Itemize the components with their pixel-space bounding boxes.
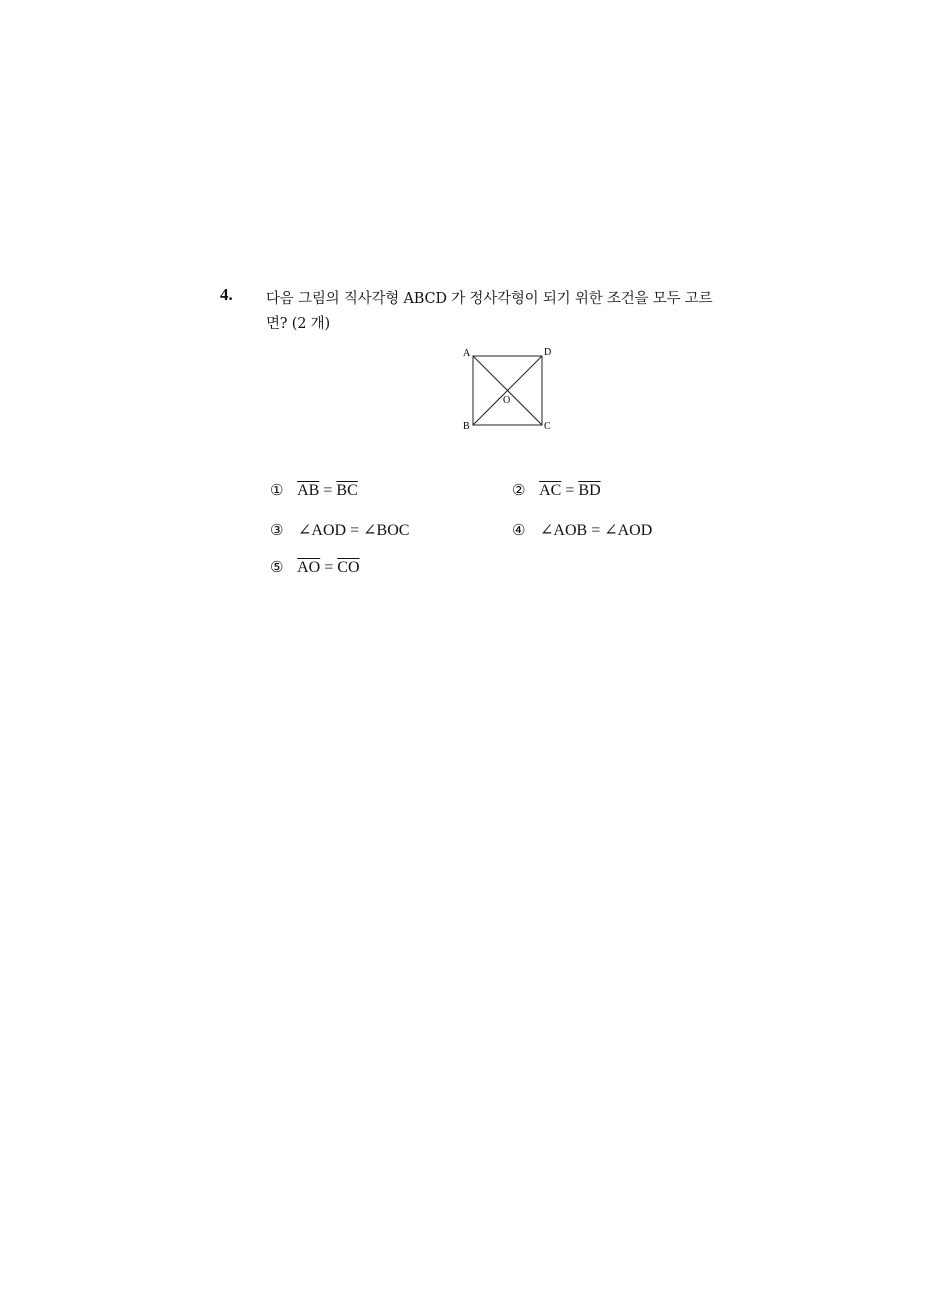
choice-right-operand: $\overline{BC}$ [336,482,358,499]
vertex-label-b: B [463,421,470,432]
choice-left-operand: $\overline{AO}$ [297,559,321,576]
equals-sign: = [565,482,575,499]
choice-right-operand: ∠AOD [604,522,653,539]
equals-sign: = [591,522,601,539]
question-text-line-1: 다음 그림의 직사각형 ABCD 가 정사각형이 되기 위한 조건을 모두 고르 [266,291,713,307]
choice-marker: ② [512,481,526,499]
equals-sign: = [324,559,334,576]
choice-5[interactable] [270,558,360,577]
vertex-label-a: A [463,348,471,359]
question-number: 4. [220,285,233,304]
choice-left-operand: $\overline{AB}$ [297,482,320,499]
choice-marker: ⑤ [270,558,284,576]
choice-right-operand: $\overline{BD}$ [578,482,601,499]
choice-2[interactable] [512,481,601,500]
choice-1[interactable] [270,481,358,500]
choice-3[interactable] [270,520,409,540]
equals-sign: = [350,522,360,539]
question-text-line-2: 면? (2 개) [266,316,330,332]
equals-sign: = [323,482,333,499]
choice-left-operand: $\overline{AC}$ [539,482,562,499]
choice-right-operand: ∠BOC [363,522,410,539]
choice-marker: ① [270,481,284,499]
vertex-label-d: D [544,347,552,358]
choice-marker: ④ [512,521,526,539]
center-label-o: O [503,395,511,406]
rectangle-figure [458,343,558,435]
choice-left-operand: ∠AOD [298,522,347,539]
choice-4[interactable] [512,520,652,540]
choice-right-operand: $\overline{CO}$ [337,559,360,576]
choice-marker: ③ [270,521,284,539]
vertex-label-c: C [544,421,551,432]
choice-left-operand: ∠AOB [540,522,588,539]
